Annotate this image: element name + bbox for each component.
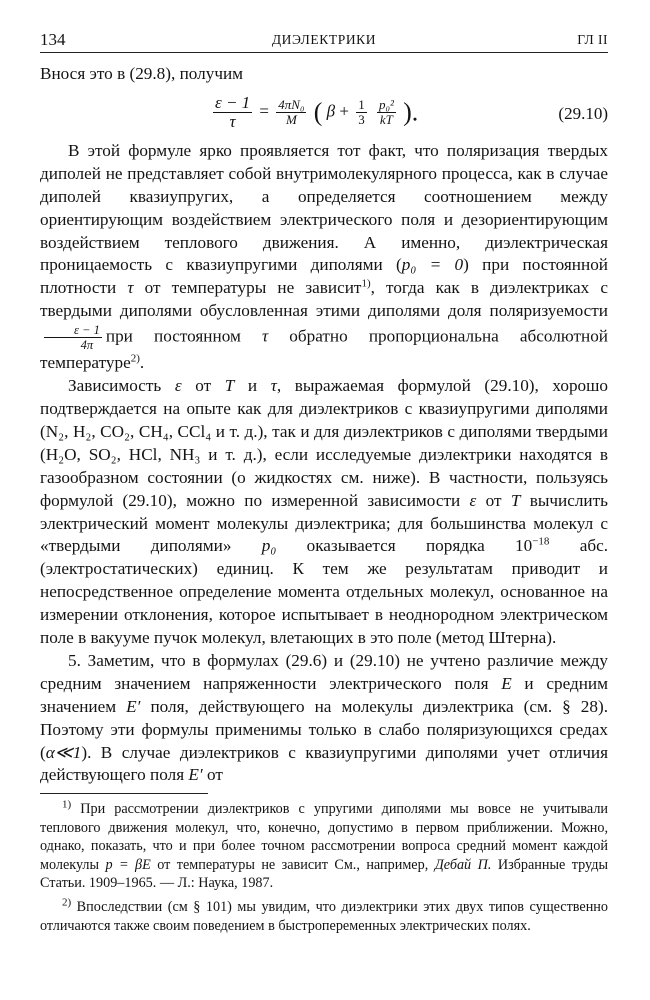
page-number: 134: [40, 30, 66, 49]
paragraph-1: [40, 140, 608, 375]
p2-exponent: −18: [532, 535, 550, 548]
fn1-formula: p = βE: [105, 856, 151, 873]
fn1-text-b: от температуры не зависит См., например,: [150, 856, 435, 873]
p2-text-b: от: [181, 376, 225, 396]
p3-text-b: и средним значением: [40, 673, 608, 716]
footnote-ref-1: 1): [361, 277, 371, 290]
third-numerator: 1: [358, 96, 365, 112]
p1-fraction-numerator: ε − 1: [44, 323, 102, 338]
p1-tau-2: τ: [261, 326, 269, 346]
p3-text-c: поля, действующего на молекулы диэлектрика (см. § 28). Поэтому эти формулы применимы только в слабо поляризующихся средах (: [40, 696, 608, 762]
p2-text-g: оказывается порядка 10: [276, 536, 533, 556]
coef-numerator: 4πN₀: [278, 96, 305, 112]
coef-denominator: M: [285, 111, 297, 127]
p2-eps-2: ε: [469, 490, 477, 510]
beta-symbol: β: [326, 101, 336, 121]
fn1-text-c: Избранные труды Статьи. 1909–1965. — Л.: Наука, 1987.: [40, 856, 608, 891]
p2-eps: ε: [174, 376, 182, 396]
paragraph-2: [40, 375, 608, 650]
p3-alpha: α≪1: [45, 742, 82, 762]
running-title: ДИЭЛЕКТРИКИ: [271, 32, 377, 47]
page: [40, 28, 608, 935]
coef-fraction: [276, 98, 306, 127]
lhs-fraction: [213, 94, 252, 131]
p2-text-c: и: [234, 376, 271, 396]
p2-T: T: [224, 376, 235, 396]
open-paren: (: [313, 97, 323, 127]
p1-text-a: В этой формуле ярко проявляется тот факт, что поляризация твердых диполей не представляет собой внутримолекулярного процесса, как в случае диполей квазиупругих, а определяется соотношением между ориентирующим воздействием электрического поля и дезориентирующим воздействием теплового движения. А именно, диэлектрическая проницаемость с квазиупругими диполями (: [40, 140, 608, 275]
equation-number: (29.10): [558, 103, 608, 123]
equation-29-10: [40, 88, 608, 140]
intro-line: Внося это в (29.8), получим: [40, 64, 244, 83]
third-denominator: 3: [358, 111, 365, 127]
plus-sign: +: [339, 101, 349, 121]
lhs-denominator: τ: [229, 111, 236, 131]
p2-text-h: абс. (электростатических) единиц. К тем же результатам приводит и непосредственное определение момента отдельных молекул, основанное на измерении отклонения, которое испытывает в неоднородном электрическом поле в вакууме пучок молекул, влетающих в это поле (метод Штерна).: [40, 536, 608, 648]
footnotes: [40, 800, 608, 935]
fn1-author: Дебай П.: [434, 856, 492, 873]
p1-text-d: , тогда как в диэлектриках с твердыми диполями обусловленная этими диполями доля поляризуемости: [40, 278, 608, 321]
p3-E: E: [501, 673, 512, 693]
p2-text-f: вычислить электрический момент молекулы диэлектрика; для большинства молекул с «твердыми диполями»: [40, 490, 608, 556]
p1-text-b: ) при постоянной плотности: [40, 255, 608, 298]
footnote-1-mark: 1): [62, 798, 72, 811]
p2-text-d: , выражаемая формулой (29.10), хорошо подтверждается на опыте как для диэлектриков с квазиупругими диполями (N₂, H₂, CO₂, CH₄, CCl₄ и т. д.), так и для диэлектриков с диполями твердыми (H₂O, SO₂, HCl, NH₃ и т. д.), если исследуемые диэлектрики находятся в газообразном состоянии (о жидкостях см. ниже). В частности, пользуясь формулой (29.10), можно по измеренной зависимости: [40, 376, 608, 510]
p1-tau: τ: [127, 278, 134, 298]
equals-sign: =: [259, 101, 270, 121]
p2-text-a: Зависимость: [68, 376, 175, 396]
p1-text-f: обратно пропорциональна абсолютной температуре: [40, 326, 608, 373]
footnote-ref-2: 2): [130, 352, 140, 365]
p2-T-2: T: [510, 490, 521, 510]
p3-text-d: ). В случае диэлектриков с квазиупругими диполями учет отличия действующего поля: [40, 742, 608, 785]
moment-fraction: [377, 98, 396, 127]
running-header: [40, 28, 608, 53]
p1-text-g: .: [139, 353, 145, 373]
p1-text-c: от температуры не зависит: [133, 278, 362, 298]
footnote-2-mark: 2): [62, 896, 72, 909]
p2-text-e: от: [476, 490, 511, 510]
p3-text-a: 5. Заметим, что в формулах (29.6) и (29.10) не учтено различие между средним значением напряженности электрического поля: [40, 650, 608, 693]
p1-p0: p₀ = 0: [401, 255, 464, 275]
p1-inline-fraction: [44, 323, 102, 352]
footnote-1: [40, 800, 608, 892]
footnote-rule: [40, 793, 208, 794]
third-fraction: [356, 98, 367, 127]
equation-body: [210, 94, 418, 131]
paragraph-3: [40, 650, 608, 787]
p3-text-e: от: [202, 765, 223, 785]
moment-numerator: p₀²: [378, 96, 394, 112]
p2-p0: p₀: [261, 536, 277, 556]
p1-text-e: при постоянном: [105, 326, 262, 346]
moment-denominator: kT: [379, 111, 393, 127]
fn2-text-a: Впоследствии (см § 101) мы увидим, что диэлектрики этих двух типов существенно отличаются также своим поведением в быстропеременных электрических полях.: [40, 899, 608, 934]
lhs-numerator: ε − 1: [215, 92, 251, 112]
p2-tau: τ: [270, 376, 277, 396]
footnote-2: [40, 898, 608, 935]
fn1-text-a: При рассмотрении диэлектриков с упругими диполями мы вовсе не учитывали теплового движения молекул, что, конечно, допустимо в первом приближении. Можно, однако, показать, что и при более точном рассмотрении вопроса средний момент каждой молекулы: [40, 801, 608, 873]
p3-E-prime: E′: [126, 696, 141, 716]
close-paren: ).: [403, 97, 419, 127]
p1-fraction-denominator: 4π: [80, 338, 94, 353]
p3-E-prime-2: E′: [188, 765, 203, 785]
chapter-label: ГЛ II: [577, 32, 608, 47]
